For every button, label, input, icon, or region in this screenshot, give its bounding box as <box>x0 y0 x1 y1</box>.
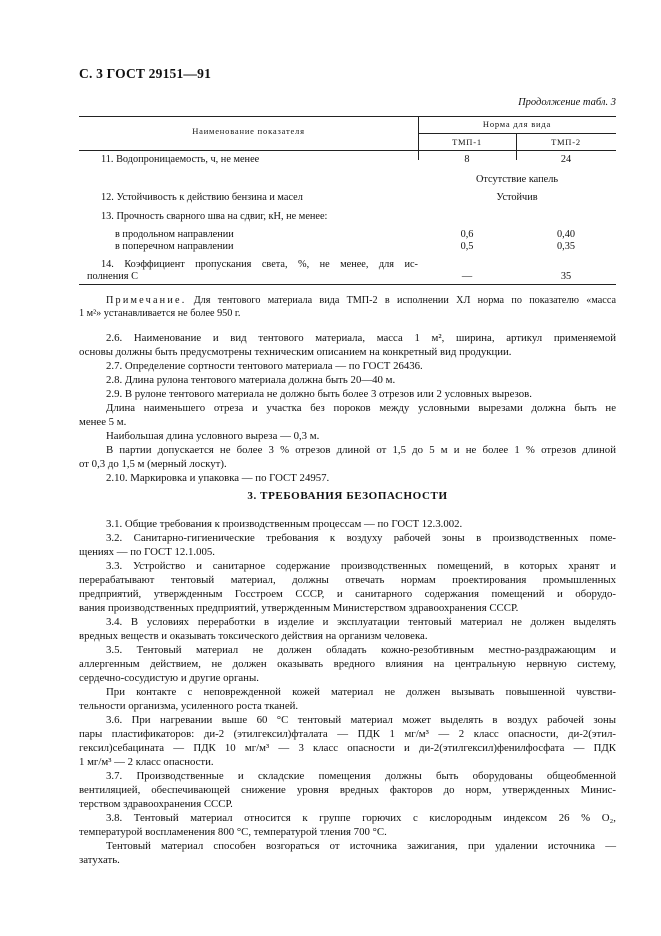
row-12-value: Устойчив <box>496 192 538 203</box>
para-contact-line2: тельности организма, усиленного роста тканей. <box>79 700 299 712</box>
para-3-8-line1: 3.8. Тентовый материал относится к группе горючих с кислородным индексом 26 % О₂, <box>106 812 616 824</box>
row-13-sub-b-tmp2: 0,35 <box>556 241 576 252</box>
para-2-9: 2.9. В рулоне тентового материала не должно быть более 3 отрезов или 2 условных вырезов. <box>106 388 532 400</box>
para-3-4-line2: вредных веществ и оказывать токсического действия на организм человека. <box>79 630 428 642</box>
header-tmp1: ТМП-1 <box>452 137 482 147</box>
para-3-3-line1: 3.3. Устройство и санитарное содержание производственных помещений, в которых хранят и <box>106 560 616 572</box>
note-line1: Для тентового материала вида ТМП-2 в исполнении ХЛ норма по показателю «масса <box>186 295 616 306</box>
para-length-line1: Длина наименьшего отреза и участка без пороков между условными вырезами должна быть не <box>106 402 616 414</box>
row-13-sub-a-tmp1: 0,6 <box>460 229 474 240</box>
para-3-3-line4: вания производственных предприятий, утвержденным Министерством здравоохранения СССР. <box>79 602 519 614</box>
row-11-tmp1: 8 <box>464 154 470 165</box>
table-rule-header <box>79 150 616 151</box>
para-3-6-line2: пары пластификаторов: ди-2 (этилгексил)фталата — ПДК 1 мг/м³ — 2 класс опасности, ди-2(этил- <box>79 728 616 740</box>
row-13-label: 13. Прочность сварного шва на сдвиг, кН, не менее: <box>101 211 328 222</box>
page-header: С. 3 ГОСТ 29151—91 <box>79 66 212 81</box>
para-3-5-line2: аллергенным действием, не должен оказывать вредного влияния на центральную нервную систему, <box>79 658 616 670</box>
header-tmp2: ТМП-2 <box>551 137 581 147</box>
row-14-label-line1: 14. Коэффициент пропускания света, %, не менее, для ис- <box>101 259 418 270</box>
row-13-sub-a-label: в продольном направлении <box>115 229 234 240</box>
para-3-7-line1: 3.7. Производственные и складские помещения должны быть оборудованы общеобменной <box>106 770 616 782</box>
header-name: Наименование показателя <box>192 126 305 136</box>
para-3-3-line2: перерабатывают тентовый материал, должны отвечать нормам проектирования промышленных <box>79 574 616 586</box>
para-2-6-line1: 2.6. Наименование и вид тентового материала, масса 1 м², ширина, артикул применяемой <box>106 332 616 344</box>
row-14-tmp1: — <box>461 271 473 282</box>
note-prefix: Примечание. <box>106 295 187 306</box>
para-2-7: 2.7. Определение сортности тентового материала — по ГОСТ 26436. <box>106 360 423 372</box>
row-11-label: 11. Водопроницаемость, ч, не менее <box>101 154 260 165</box>
row-12-label: 12. Устойчивость к действию бензина и масел <box>101 192 303 203</box>
para-3-7-line3: терством здравоохранения СССР. <box>79 798 233 810</box>
para-2-8: 2.8. Длина рулона тентового материала должна быть 20—40 м. <box>106 374 396 386</box>
para-3-6-line1: 3.6. При нагревании выше 60 °С тентовый материал может выделять в воздух рабочей зоны <box>106 714 616 726</box>
table-continuation-label: Продолжение табл. 3 <box>518 97 616 108</box>
row-13-sub-b-label: в поперечном направлении <box>115 241 234 252</box>
row-13-sub-a-tmp2: 0,40 <box>556 229 576 240</box>
para-contact-line1: При контакте с неповрежденной кожей материал не должен вызывать повышенной чувстви- <box>106 686 616 698</box>
header-norm: Норма для вида <box>482 119 552 129</box>
row-14-tmp2: 35 <box>560 271 572 282</box>
row-14-label-line2: полнения С <box>87 271 138 282</box>
table-rule-bottom <box>79 284 616 285</box>
para-3-7-line2: вентиляцией, обеспечивающей снижение уровня вредных факторов до норм, утвержденных Минис- <box>79 784 616 796</box>
para-length-line2: менее 5 м. <box>79 416 127 428</box>
para-3-5-line3: сердечно-сосудистую и другие органы. <box>79 672 259 684</box>
para-ignite-line2: затухать. <box>79 854 120 866</box>
para-3-1: 3.1. Общие требования к производственным процессам — по ГОСТ 12.3.002. <box>106 518 463 530</box>
para-3-3-line3: предприятий, утвержденным Госстроем СССР, и санитарного содержания помещений и оборудо- <box>79 588 616 600</box>
para-2-10: 2.10. Маркировка и упаковка — по ГОСТ 24957. <box>106 472 330 484</box>
para-batch-line1: В партии допускается не более 3 % отрезов длиной от 1,5 до 5 м и не более 1 % отрезов длиной <box>106 444 616 456</box>
row-11-extra: Отсутствие капель <box>475 174 559 185</box>
row-13-sub-b-tmp1: 0,5 <box>460 241 474 252</box>
para-3-6-line4: 1 мг/м³ — 2 класс опасности. <box>79 756 214 768</box>
section-3-title: 3. ТРЕБОВАНИЯ БЕЗОПАСНОСТИ <box>247 490 448 502</box>
para-ignite-line1: Тентовый материал способен возгораться от источника зажигания, при удалении источника — <box>106 840 616 852</box>
para-3-5-line1: 3.5. Тентовый материал не должен обладать кожно-резобтивным местно-раздражающим и <box>106 644 616 656</box>
para-batch-line2: от 0,3 до 1,5 м (мерный лоскут). <box>79 458 227 470</box>
para-3-6-line3: гексил)себацината — ПДК 10 мг/м³ — 3 класс опасности и ди-2(этилгексил)фенилфосфата — ПДК <box>79 742 616 754</box>
para-3-2-line1: 3.2. Санитарно-гигиенические требования к воздуху рабочей зоны в производственных поме- <box>106 532 616 544</box>
para-cut: Наибольшая длина условного выреза — 0,3 м. <box>106 430 320 442</box>
table-rule-top <box>79 116 616 117</box>
para-3-2-line2: щениях — по ГОСТ 12.1.005. <box>79 546 215 558</box>
note-line2: 1 м²» устанавливается не более 950 г. <box>79 308 241 319</box>
para-3-4-line1: 3.4. В условиях переработки в изделие и эксплуатации тентовый материал не должен выделять <box>106 616 616 628</box>
para-3-8-line2: температурой воспламенения 800 °С, температурой тления 700 °С. <box>79 826 387 838</box>
table-rule-subheader <box>418 133 616 134</box>
para-2-6-line2: основы должны быть предусмотрены техническим описанием на конкретный вид продукции. <box>79 346 512 358</box>
table-note <box>79 294 616 320</box>
section-3-text <box>79 517 616 867</box>
row-11-tmp2: 24 <box>560 154 572 165</box>
section-2-text <box>79 331 616 485</box>
